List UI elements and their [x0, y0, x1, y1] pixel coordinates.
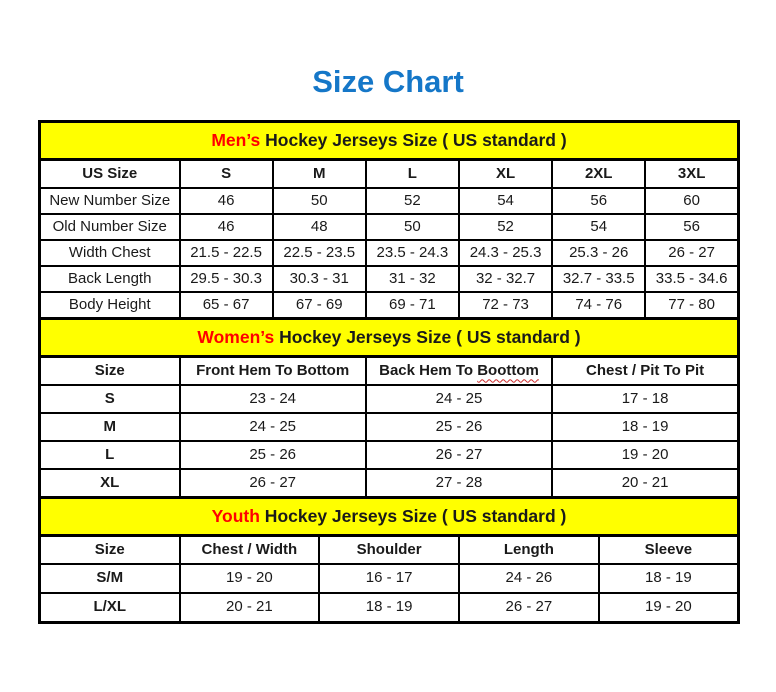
youth-band-row [40, 498, 739, 536]
column-header: L [366, 160, 459, 189]
value-cell: 24 - 26 [459, 564, 599, 593]
column-header: Shoulder [319, 536, 459, 565]
value-cell: 20 - 21 [180, 593, 320, 623]
table-row [40, 593, 739, 623]
table-row [40, 469, 739, 498]
column-header: Front Hem To Bottom [180, 357, 366, 386]
value-cell: 25.3 - 26 [552, 240, 645, 266]
row-label: S/M [40, 564, 180, 593]
row-label: L [40, 441, 180, 469]
value-cell: 46 [180, 214, 273, 240]
value-cell: 29.5 - 30.3 [180, 266, 273, 292]
value-cell: 21.5 - 22.5 [180, 240, 273, 266]
womens-header-row [40, 357, 739, 386]
value-cell: 19 - 20 [552, 441, 738, 469]
value-cell: 24.3 - 25.3 [459, 240, 552, 266]
value-cell: 56 [552, 188, 645, 214]
value-cell: 60 [645, 188, 738, 214]
column-header: S [180, 160, 273, 189]
size-tables [38, 120, 740, 624]
value-cell: 16 - 17 [319, 564, 459, 593]
value-cell: 67 - 69 [273, 292, 366, 319]
value-cell: 46 [180, 188, 273, 214]
column-header: Back Hem To Boottom [366, 357, 552, 386]
column-header: M [273, 160, 366, 189]
column-header: Chest / Pit To Pit [552, 357, 738, 386]
value-cell: 18 - 19 [319, 593, 459, 623]
mens-section-title: Men’s Hockey Jerseys Size ( US standard ) [40, 122, 739, 160]
value-cell: 32 - 32.7 [459, 266, 552, 292]
value-cell: 77 - 80 [645, 292, 738, 319]
table-row [40, 441, 739, 469]
youth-header-row [40, 536, 739, 565]
column-header: 2XL [552, 160, 645, 189]
value-cell: 23 - 24 [180, 385, 366, 413]
page-title: Size Chart [312, 64, 464, 99]
value-cell: 20 - 21 [552, 469, 738, 498]
column-header: Chest / Width [180, 536, 320, 565]
value-cell: 54 [459, 188, 552, 214]
youth-title-accent: Youth [211, 505, 260, 526]
value-cell: 32.7 - 33.5 [552, 266, 645, 292]
mens-header-row [40, 160, 739, 189]
womens-section-title: Women’s Hockey Jerseys Size ( US standard ) [40, 319, 739, 357]
column-header: Length [459, 536, 599, 565]
value-cell: 50 [366, 214, 459, 240]
value-cell: 48 [273, 214, 366, 240]
value-cell: 25 - 26 [180, 441, 366, 469]
column-header: Sleeve [599, 536, 739, 565]
row-label: New Number Size [40, 188, 180, 214]
value-cell: 19 - 20 [599, 593, 739, 623]
table-row [40, 240, 739, 266]
value-cell: 33.5 - 34.6 [645, 266, 738, 292]
value-cell: 52 [366, 188, 459, 214]
table-row [40, 292, 739, 319]
value-cell: 26 - 27 [180, 469, 366, 498]
row-label: L/XL [40, 593, 180, 623]
value-cell: 30.3 - 31 [273, 266, 366, 292]
value-cell: 19 - 20 [180, 564, 320, 593]
row-label: Width Chest [40, 240, 180, 266]
value-cell: 23.5 - 24.3 [366, 240, 459, 266]
row-label: S [40, 385, 180, 413]
value-cell: 65 - 67 [180, 292, 273, 319]
table-row [40, 564, 739, 593]
table-row [40, 214, 739, 240]
value-cell: 18 - 19 [599, 564, 739, 593]
value-cell: 17 - 18 [552, 385, 738, 413]
table-row [40, 266, 739, 292]
mens-title-accent: Men’s [211, 129, 261, 150]
column-header: 3XL [645, 160, 738, 189]
column-header: XL [459, 160, 552, 189]
value-cell: 25 - 26 [366, 413, 552, 441]
row-label: Body Height [40, 292, 180, 319]
table-row [40, 188, 739, 214]
womens-size-table [38, 317, 740, 499]
value-cell: 74 - 76 [552, 292, 645, 319]
table-row [40, 413, 739, 441]
value-cell: 52 [459, 214, 552, 240]
value-cell: 22.5 - 23.5 [273, 240, 366, 266]
womens-title-accent: Women’s [197, 326, 275, 347]
column-header: Size [40, 357, 180, 386]
mens-band-row [40, 122, 739, 160]
misspelled-word: Boottom [477, 361, 539, 379]
value-cell: 27 - 28 [366, 469, 552, 498]
row-label: M [40, 413, 180, 441]
value-cell: 69 - 71 [366, 292, 459, 319]
value-cell: 24 - 25 [180, 413, 366, 441]
row-label: Back Length [40, 266, 180, 292]
column-header: US Size [40, 160, 180, 189]
row-label: Old Number Size [40, 214, 180, 240]
table-row [40, 385, 739, 413]
youth-size-table [38, 496, 740, 624]
value-cell: 31 - 32 [366, 266, 459, 292]
value-cell: 18 - 19 [552, 413, 738, 441]
column-header: Size [40, 536, 180, 565]
value-cell: 26 - 27 [366, 441, 552, 469]
youth-section-title: Youth Hockey Jerseys Size ( US standard ) [40, 498, 739, 536]
value-cell: 50 [273, 188, 366, 214]
value-cell: 72 - 73 [459, 292, 552, 319]
mens-size-table [38, 120, 740, 320]
womens-band-row [40, 319, 739, 357]
value-cell: 56 [645, 214, 738, 240]
value-cell: 26 - 27 [645, 240, 738, 266]
value-cell: 24 - 25 [366, 385, 552, 413]
value-cell: 26 - 27 [459, 593, 599, 623]
row-label: XL [40, 469, 180, 498]
value-cell: 54 [552, 214, 645, 240]
